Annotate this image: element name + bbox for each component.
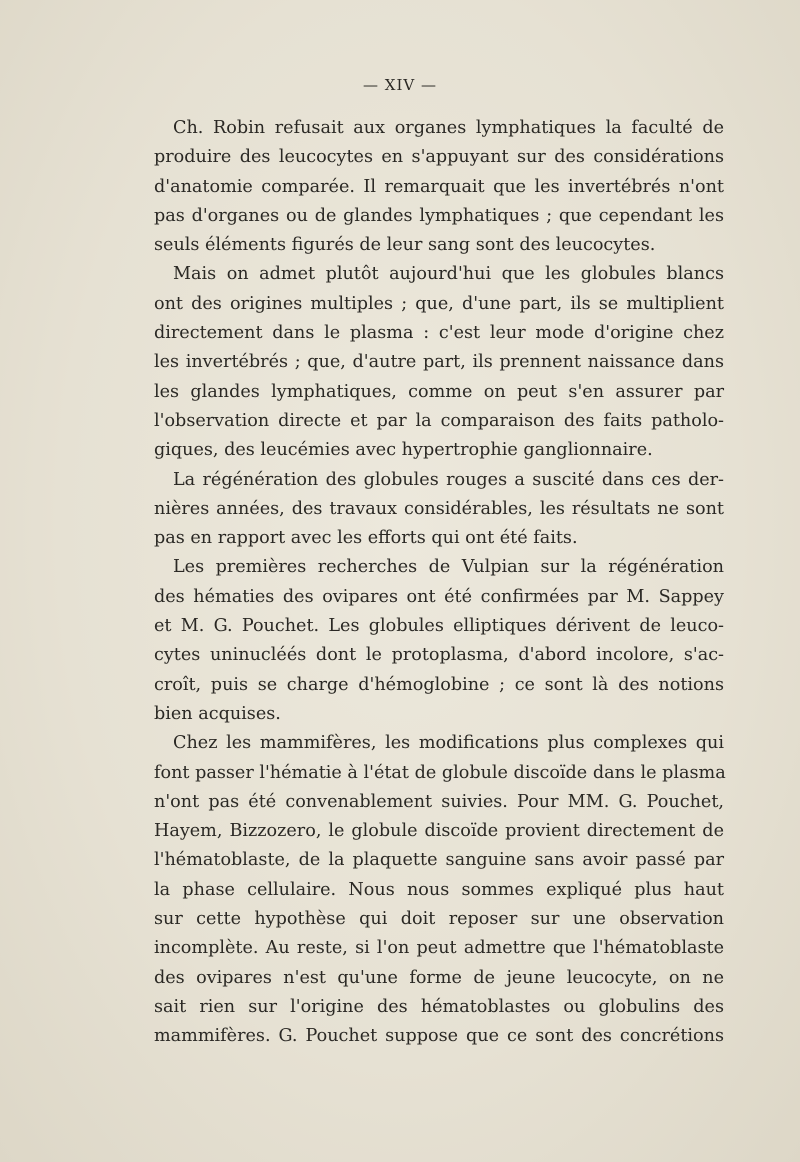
text-line: les glandes lymphatiques, comme on peut s'en assurer par	[154, 381, 724, 402]
text-line: produire des leucocytes en s'appuyant sur des considérations	[154, 147, 724, 168]
text-line: Hayem, Bizzozero, le globule discoïde provient directement de	[154, 821, 724, 842]
text-line: pas d'organes ou de glandes lymphatiques ; que cependant les	[154, 205, 724, 226]
paragraph	[154, 466, 724, 554]
text-line: cytes uninucléés dont le protoplasma, d'abord incolore, s'ac-	[154, 645, 724, 666]
text-line: incomplète. Au reste, si l'on peut admettre que l'hématoblaste	[154, 938, 724, 959]
text-line: sait rien sur l'origine des hématoblastes ou globulins des	[154, 996, 724, 1017]
text-line: n'ont pas été convenablement suivies. Pour MM. G. Pouchet,	[154, 791, 724, 812]
text-line: sur cette hypothèse qui doit reposer sur une observation	[154, 909, 724, 930]
body-text	[154, 114, 724, 1052]
text-line: les invertébrés ; que, d'autre part, ils prennent naissance dans	[154, 352, 724, 373]
text-line: font passer l'hématie à l'état de globule discoïde dans le plasma	[154, 762, 726, 783]
text-line: bien acquises.	[154, 703, 281, 724]
text-line: pas en rapport avec les efforts qui ont été faits.	[154, 528, 578, 549]
text-line: croît, puis se charge d'hémoglobine ; ce sont là des notions	[154, 674, 724, 695]
paragraph	[154, 553, 724, 729]
text-line: Mais on admet plutôt aujourd'hui que les globules blancs	[173, 264, 724, 285]
text-line: l'hématoblaste, de la plaquette sanguine sans avoir passé par	[154, 850, 724, 871]
text-line: des hématies des ovipares ont été confirmées par M. Sappey	[154, 586, 724, 607]
text-line: La régénération des globules rouges a suscité dans ces der-	[173, 469, 724, 490]
paragraph	[154, 260, 724, 465]
text-line: Ch. Robin refusait aux organes lymphatiques la faculté de	[173, 118, 724, 138]
text-line: seuls éléments figurés de leur sang sont des leucocytes.	[154, 235, 656, 256]
text-line: ont des origines multiples ; que, d'une part, ils se multiplient	[154, 293, 724, 314]
paragraph	[154, 114, 724, 260]
paragraph	[154, 729, 724, 1051]
text-line: d'anatomie comparée. Il remarquait que les invertébrés n'ont	[154, 176, 724, 197]
text-line: Les premières recherches de Vulpian sur la régénération	[173, 557, 724, 578]
text-line: directement dans le plasma : c'est leur mode d'origine chez	[154, 323, 724, 344]
text-line: mammifères. G. Pouchet suppose que ce sont des concrétions	[154, 1026, 724, 1047]
text-line: la phase cellulaire. Nous nous sommes expliqué plus haut	[154, 879, 724, 900]
text-line: des ovipares n'est qu'une forme de jeune leucocyte, on ne	[154, 967, 724, 988]
text-line: giques, des leucémies avec hypertrophie ganglionnaire.	[154, 440, 653, 461]
page-number-header: — XIV —	[363, 76, 437, 94]
text-line: Chez les mammifères, les modifications plus complexes qui	[173, 733, 724, 754]
text-line: nières années, des travaux considérables, les résultats ne sont	[154, 498, 724, 519]
text-line: et M. G. Pouchet. Les globules elliptiques dérivent de leuco-	[154, 616, 724, 637]
text-line: l'observation directe et par la comparaison des faits patholo-	[154, 410, 724, 431]
